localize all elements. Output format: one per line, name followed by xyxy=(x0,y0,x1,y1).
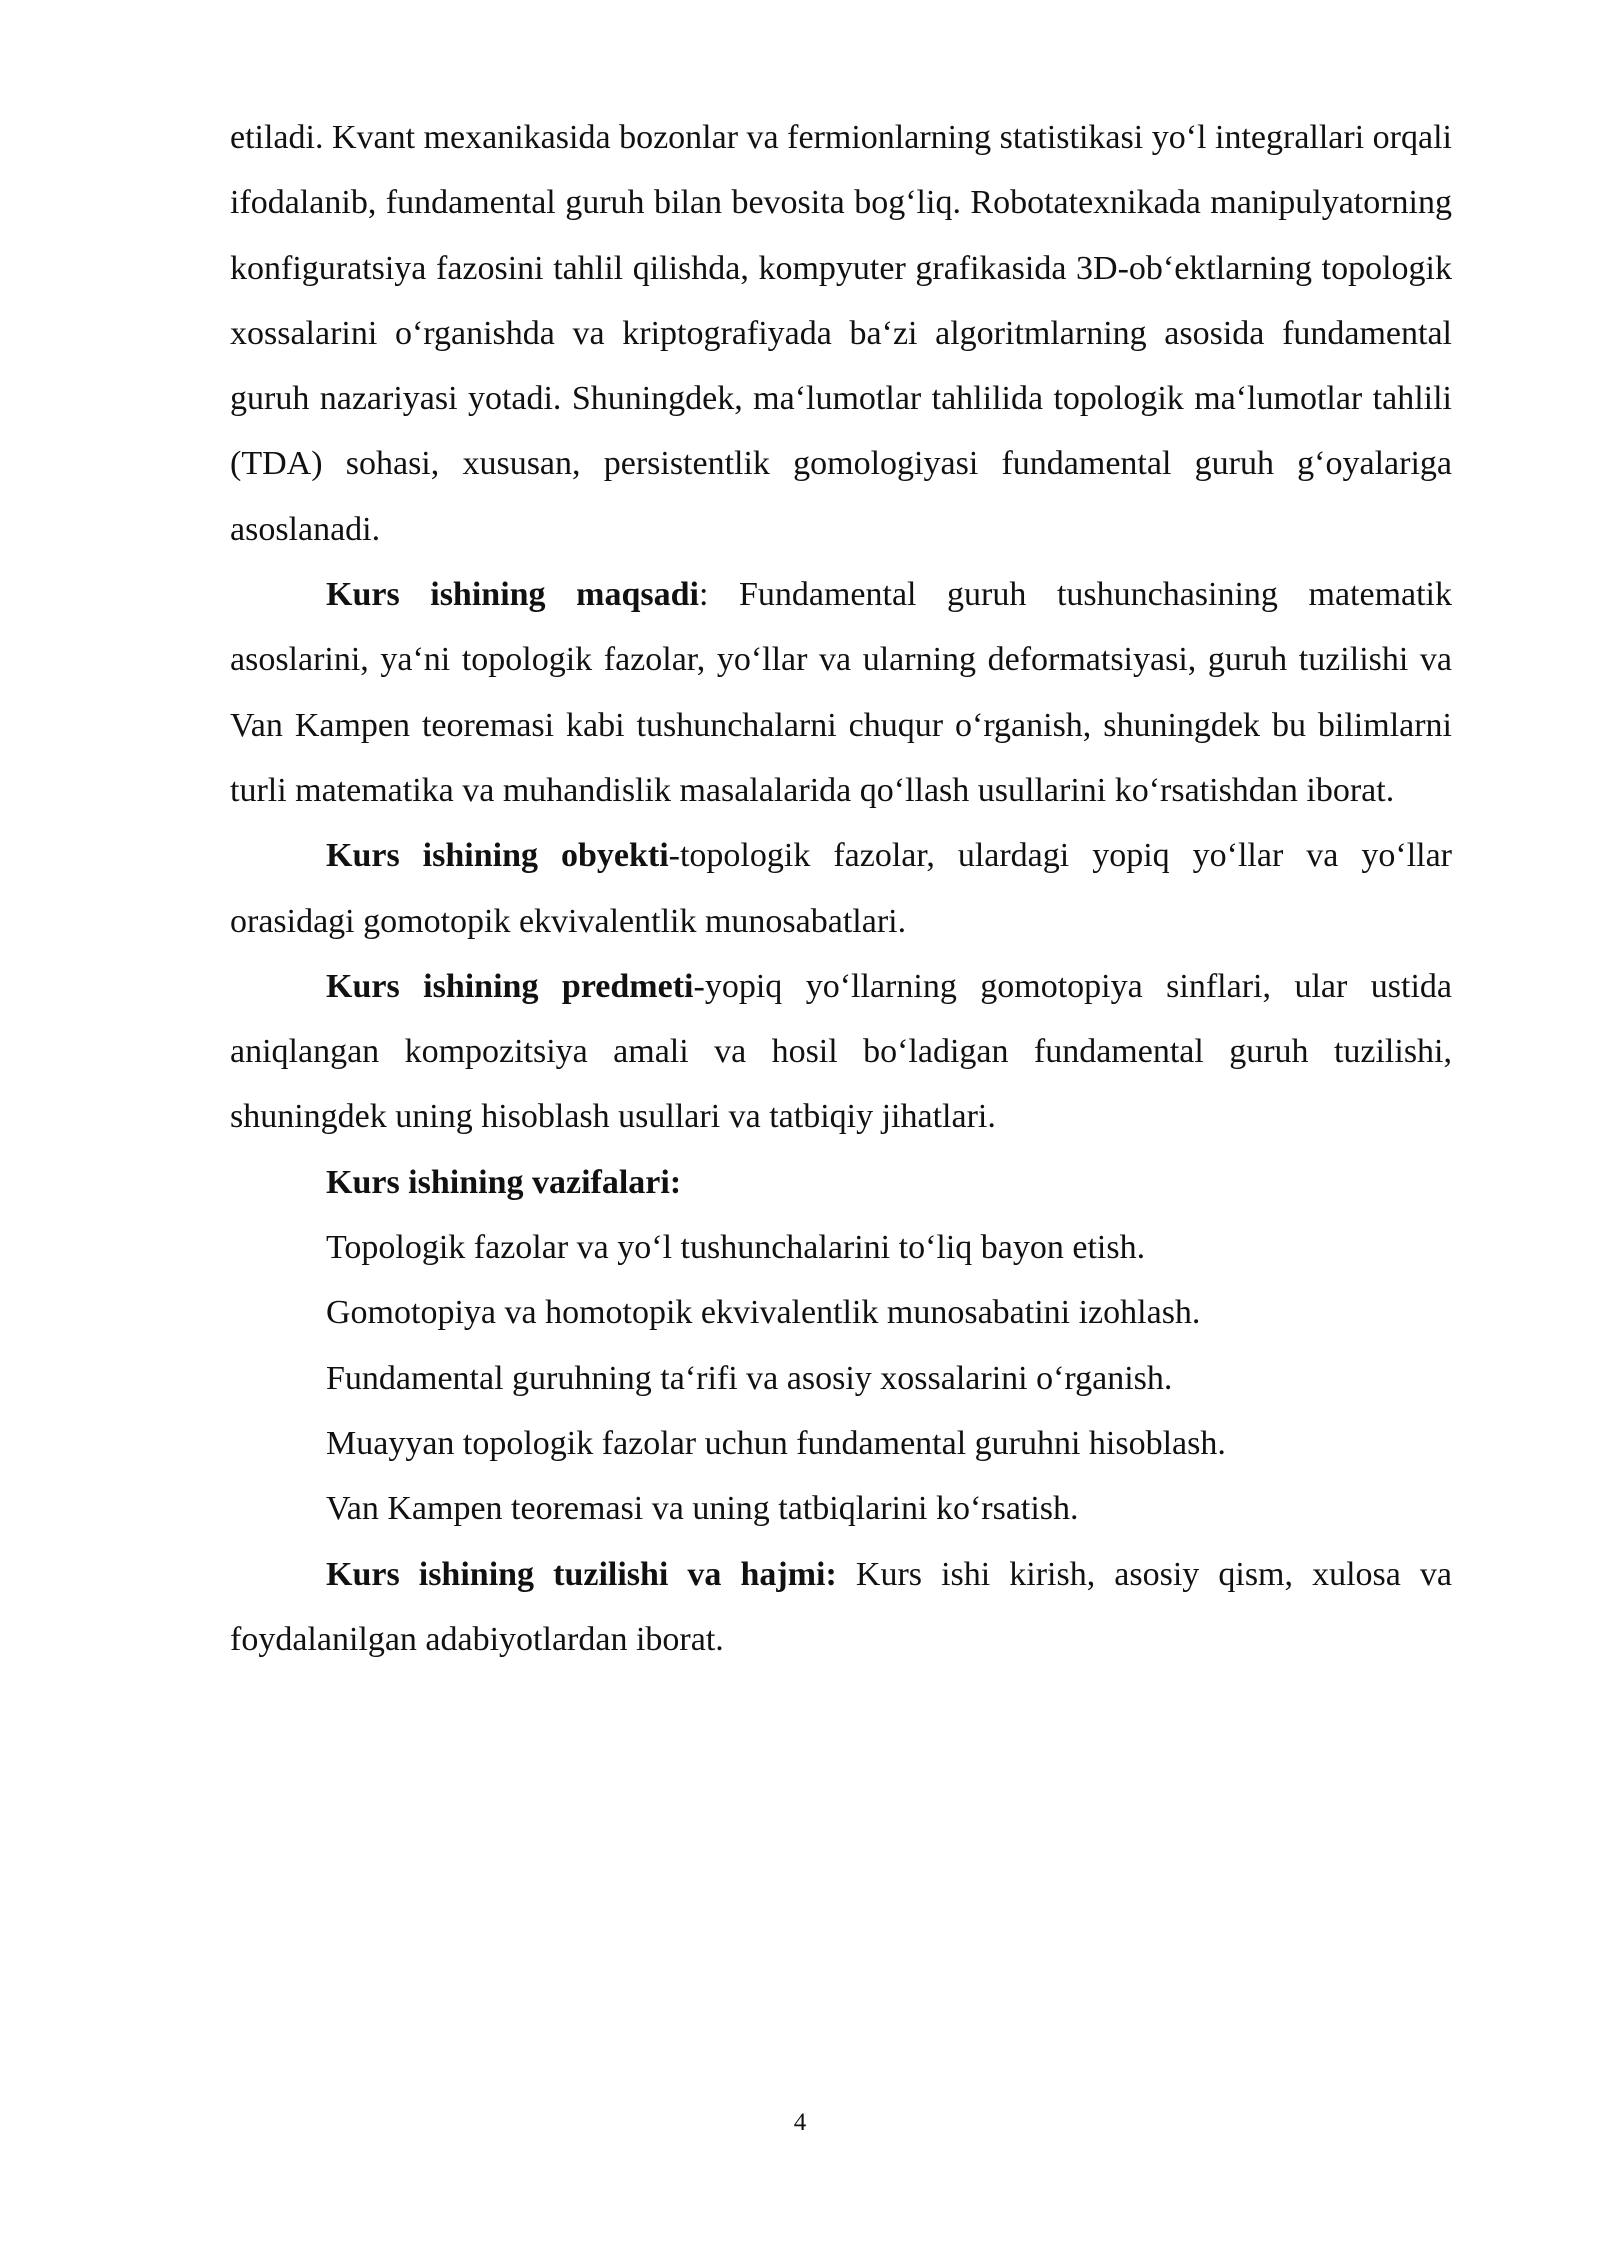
subject-label: Kurs ishining predmeti xyxy=(326,967,694,1005)
structure-label: Kurs ishining tuzilishi va hajmi: xyxy=(326,1555,837,1593)
object-label: Kurs ishining obyekti xyxy=(326,837,669,875)
tasks-label: Kurs ishining vazifalari: xyxy=(326,1163,682,1201)
structure-text: Kurs ishi kirish, asosiy qism, xulosa va foydalanilgan adabiyotlardan iborat. xyxy=(230,1555,1453,1658)
tasks-heading xyxy=(230,1150,1452,1215)
task-item: Fundamental guruhning ta‘rifi va asosiy xossalarini o‘rganish. xyxy=(326,1359,1173,1397)
task-item: Muayyan topologik fazolar uchun fundamental guruhni hisoblash. xyxy=(326,1424,1226,1462)
structure-paragraph xyxy=(230,1542,1452,1673)
task-item: Gomotopiya va homotopik ekvivalentlik munosabatini izohlash. xyxy=(326,1294,1201,1332)
task-item: Van Kampen teoremasi va uning tatbiqlarini ko‘rsatish. xyxy=(326,1490,1079,1528)
intro-paragraph: etiladi. Kvant mexanikasida bozonlar va fermionlarning statistikasi yo‘l integrallari orqali ifodalanib, fundamental guruh bilan bevosita bog‘liq. Robotatexnikada manipulyatorning konfiguratsiya fazosini tahlil qilishda, kompyuter grafikasida 3D-ob‘ektlarning topologik xossalarini o‘rganishda va kriptografiyada ba‘zi algoritmlarning asosida fundamental guruh nazariyasi yotadi. Shuningdek, ma‘lumotlar tahlilida topologik ma‘lumotlar tahlili (TDA) sohasi, xususan, persistentlik gomologiyasi fundamental guruh g‘oyalariga asoslanadi. xyxy=(230,119,1452,548)
page-number: 4 xyxy=(793,2109,807,2136)
subject-text: -yopiq yo‘llarning gomotopiya sinflari, ular ustida aniqlangan kompozitsiya amali va hosil bo‘ladigan fundamental guruh tuzilishi, shuningdek uning hisoblash usullari va tatbiqiy jihatlari. xyxy=(230,967,1453,1136)
goal-text: : Fundamental guruh tushunchasining matematik asoslarini, ya‘ni topologik fazolar, yo‘llar va ularning deformatsiyasi, guruh tuzilishi va Van Kampen teoremasi kabi tushunchalarni chuqur o‘rganish, shuningdek bu bilimlarni turli matematika va muhandislik masalalarida qo‘llash usullarini ko‘rsatishdan iborat. xyxy=(230,576,1452,809)
goal-label: Kurs ishining maqsadi xyxy=(326,576,699,614)
object-text: -topologik fazolar, ulardagi yopiq yo‘llar va yo‘llar orasidagi gomotopik ekvivalentlik munosabatlari. xyxy=(230,837,1452,940)
page-body xyxy=(230,105,1452,1672)
goal-paragraph xyxy=(230,562,1452,823)
object-paragraph xyxy=(230,823,1452,954)
subject-paragraph xyxy=(230,954,1452,1150)
task-item: Topologik fazolar va yo‘l tushunchalarini to‘liq bayon etish. xyxy=(326,1229,1146,1267)
